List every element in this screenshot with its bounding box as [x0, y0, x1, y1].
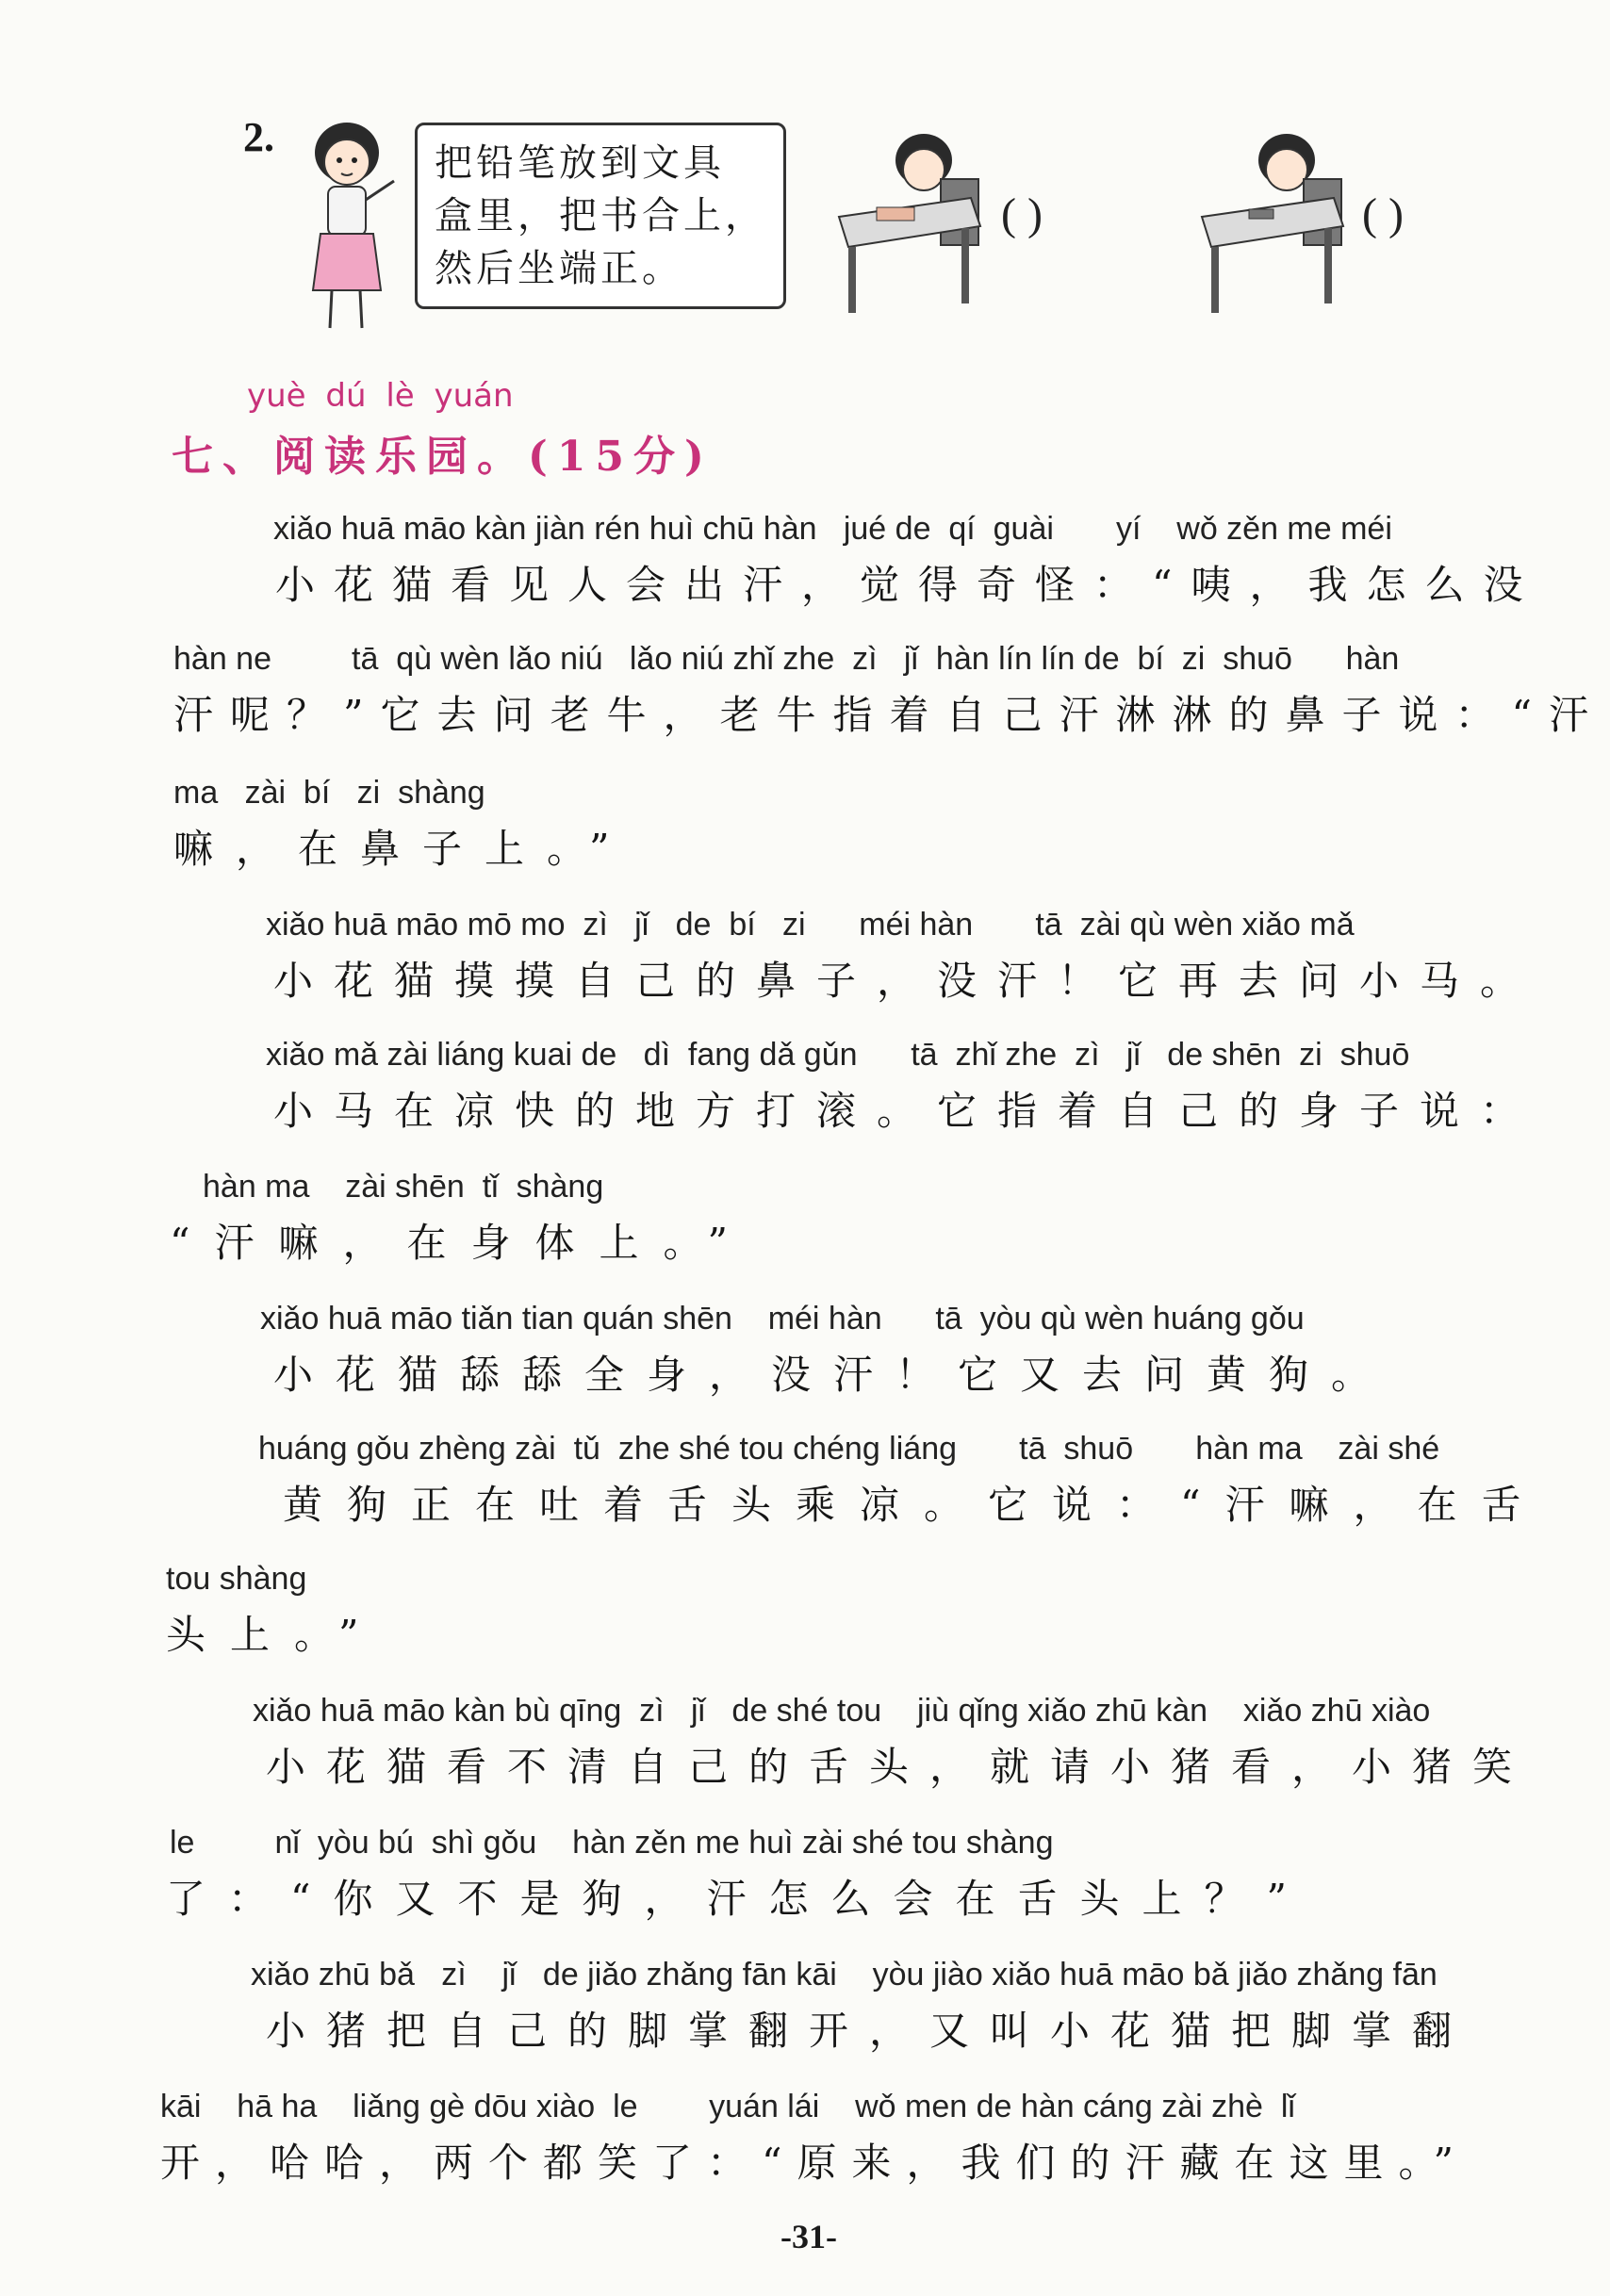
text-line: 黄狗正在吐着舌头乘凉。它说：“汗嘛，在舌 [283, 1482, 1546, 1528]
pinyin-line: kāi hā ha liǎng gè dōu xiào le yuán lái wǒ men de hàn cáng zài zhè lǐ [160, 2089, 1295, 2124]
girl-at-desk-picture-2 [1183, 123, 1372, 320]
answer-blank-1[interactable]: ( ) [1001, 189, 1043, 239]
text-line: 小马在凉快的地方打滚。它指着自己的身子说： [273, 1088, 1541, 1134]
girl-at-desk-picture-1 [820, 123, 1009, 320]
text-line: 小花猫舔舔全身，没汗！它又去问黄狗。 [273, 1352, 1394, 1398]
pinyin-line: hàn ne tā qù wèn lǎo niú lǎo niú zhǐ zhe zì jǐ hàn lín lín de bí zi shuō hàn [173, 641, 1400, 677]
girl-speaking-illustration [283, 113, 415, 339]
text-line: 小花猫看见人会出汗，觉得奇怪：“咦，我怎么没 [275, 562, 1542, 608]
pinyin-line: xiǎo zhū bǎ zì jǐ de jiǎo zhǎng fān kāi yòu jiào xiǎo huā māo bǎ jiǎo zhǎng fān [251, 1957, 1438, 1993]
pinyin-line: le nǐ yòu bú shì gǒu hàn zěn me huì zài shé tou shàng [170, 1825, 1054, 1861]
pinyin-line: xiǎo mǎ zài liáng kuai de dì fang dǎ gǔn tā zhǐ zhe zì jǐ de shēn zi shuō [266, 1037, 1410, 1073]
text-line: 头上。” [166, 1612, 384, 1658]
page-number: -31- [780, 2218, 837, 2255]
text-line: 了：“你又不是狗，汗怎么会在舌头上？” [166, 1876, 1309, 1922]
section-pinyin: yuè dú lè yuán [247, 377, 514, 415]
pinyin-line: huáng gǒu zhèng zài tǔ zhe shé tou chéng liáng tā shuō hàn ma zài shé [258, 1431, 1440, 1467]
pinyin-line: hàn ma zài shēn tǐ shàng [203, 1169, 604, 1205]
text-line: 小花猫看不清自己的舌头，就请小猪看，小猪笑 [266, 1744, 1534, 1790]
text-line: 小猪把自己的脚掌翻开，又叫小花猫把脚掌翻 [266, 2008, 1473, 2054]
speech-line: 把铅笔放到文具 [435, 141, 725, 185]
speech-line: 然后坐端正。 [435, 247, 683, 290]
question-number: 2. [243, 114, 274, 160]
speech-line: 盒里，把书合上， [435, 194, 766, 238]
pinyin-line: ma zài bí zi shàng [173, 775, 485, 811]
section-title: 七、阅读乐园。(15分) [172, 433, 714, 481]
text-line: “汗嘛，在身体上。” [170, 1220, 752, 1266]
pinyin-line: xiǎo huā māo tiǎn tian quán shēn méi hàn tā yòu qù wèn huáng gǒu [260, 1301, 1305, 1337]
pinyin-line: tou shàng [166, 1561, 307, 1597]
text-line: 汗呢？”它去问老牛，老牛指着自己汗淋淋的鼻子说：“汗 [173, 692, 1605, 738]
pinyin-line: xiǎo huā māo kàn bù qīng zì jǐ de shé tou jiù qǐng xiǎo zhū kàn xiǎo zhū xiào [253, 1693, 1431, 1729]
text-line: 嘛，在鼻子上。” [173, 826, 632, 872]
pinyin-line: xiǎo huā māo mō mo zì jǐ de bí zi méi hàn tā zài qù wèn xiǎo mǎ [266, 907, 1355, 943]
text-line: 开，哈哈，两个都笑了：“原来，我们的汗藏在这里。” [160, 2140, 1469, 2186]
pinyin-line: xiǎo huā māo kàn jiàn rén huì chū hàn jué de qí guài yí wǒ zěn me méi [273, 511, 1392, 547]
speech-bubble [415, 123, 786, 309]
text-line: 小花猫摸摸自己的鼻子，没汗！它再去问小马。 [273, 958, 1541, 1004]
answer-blank-2[interactable]: ( ) [1362, 189, 1404, 239]
